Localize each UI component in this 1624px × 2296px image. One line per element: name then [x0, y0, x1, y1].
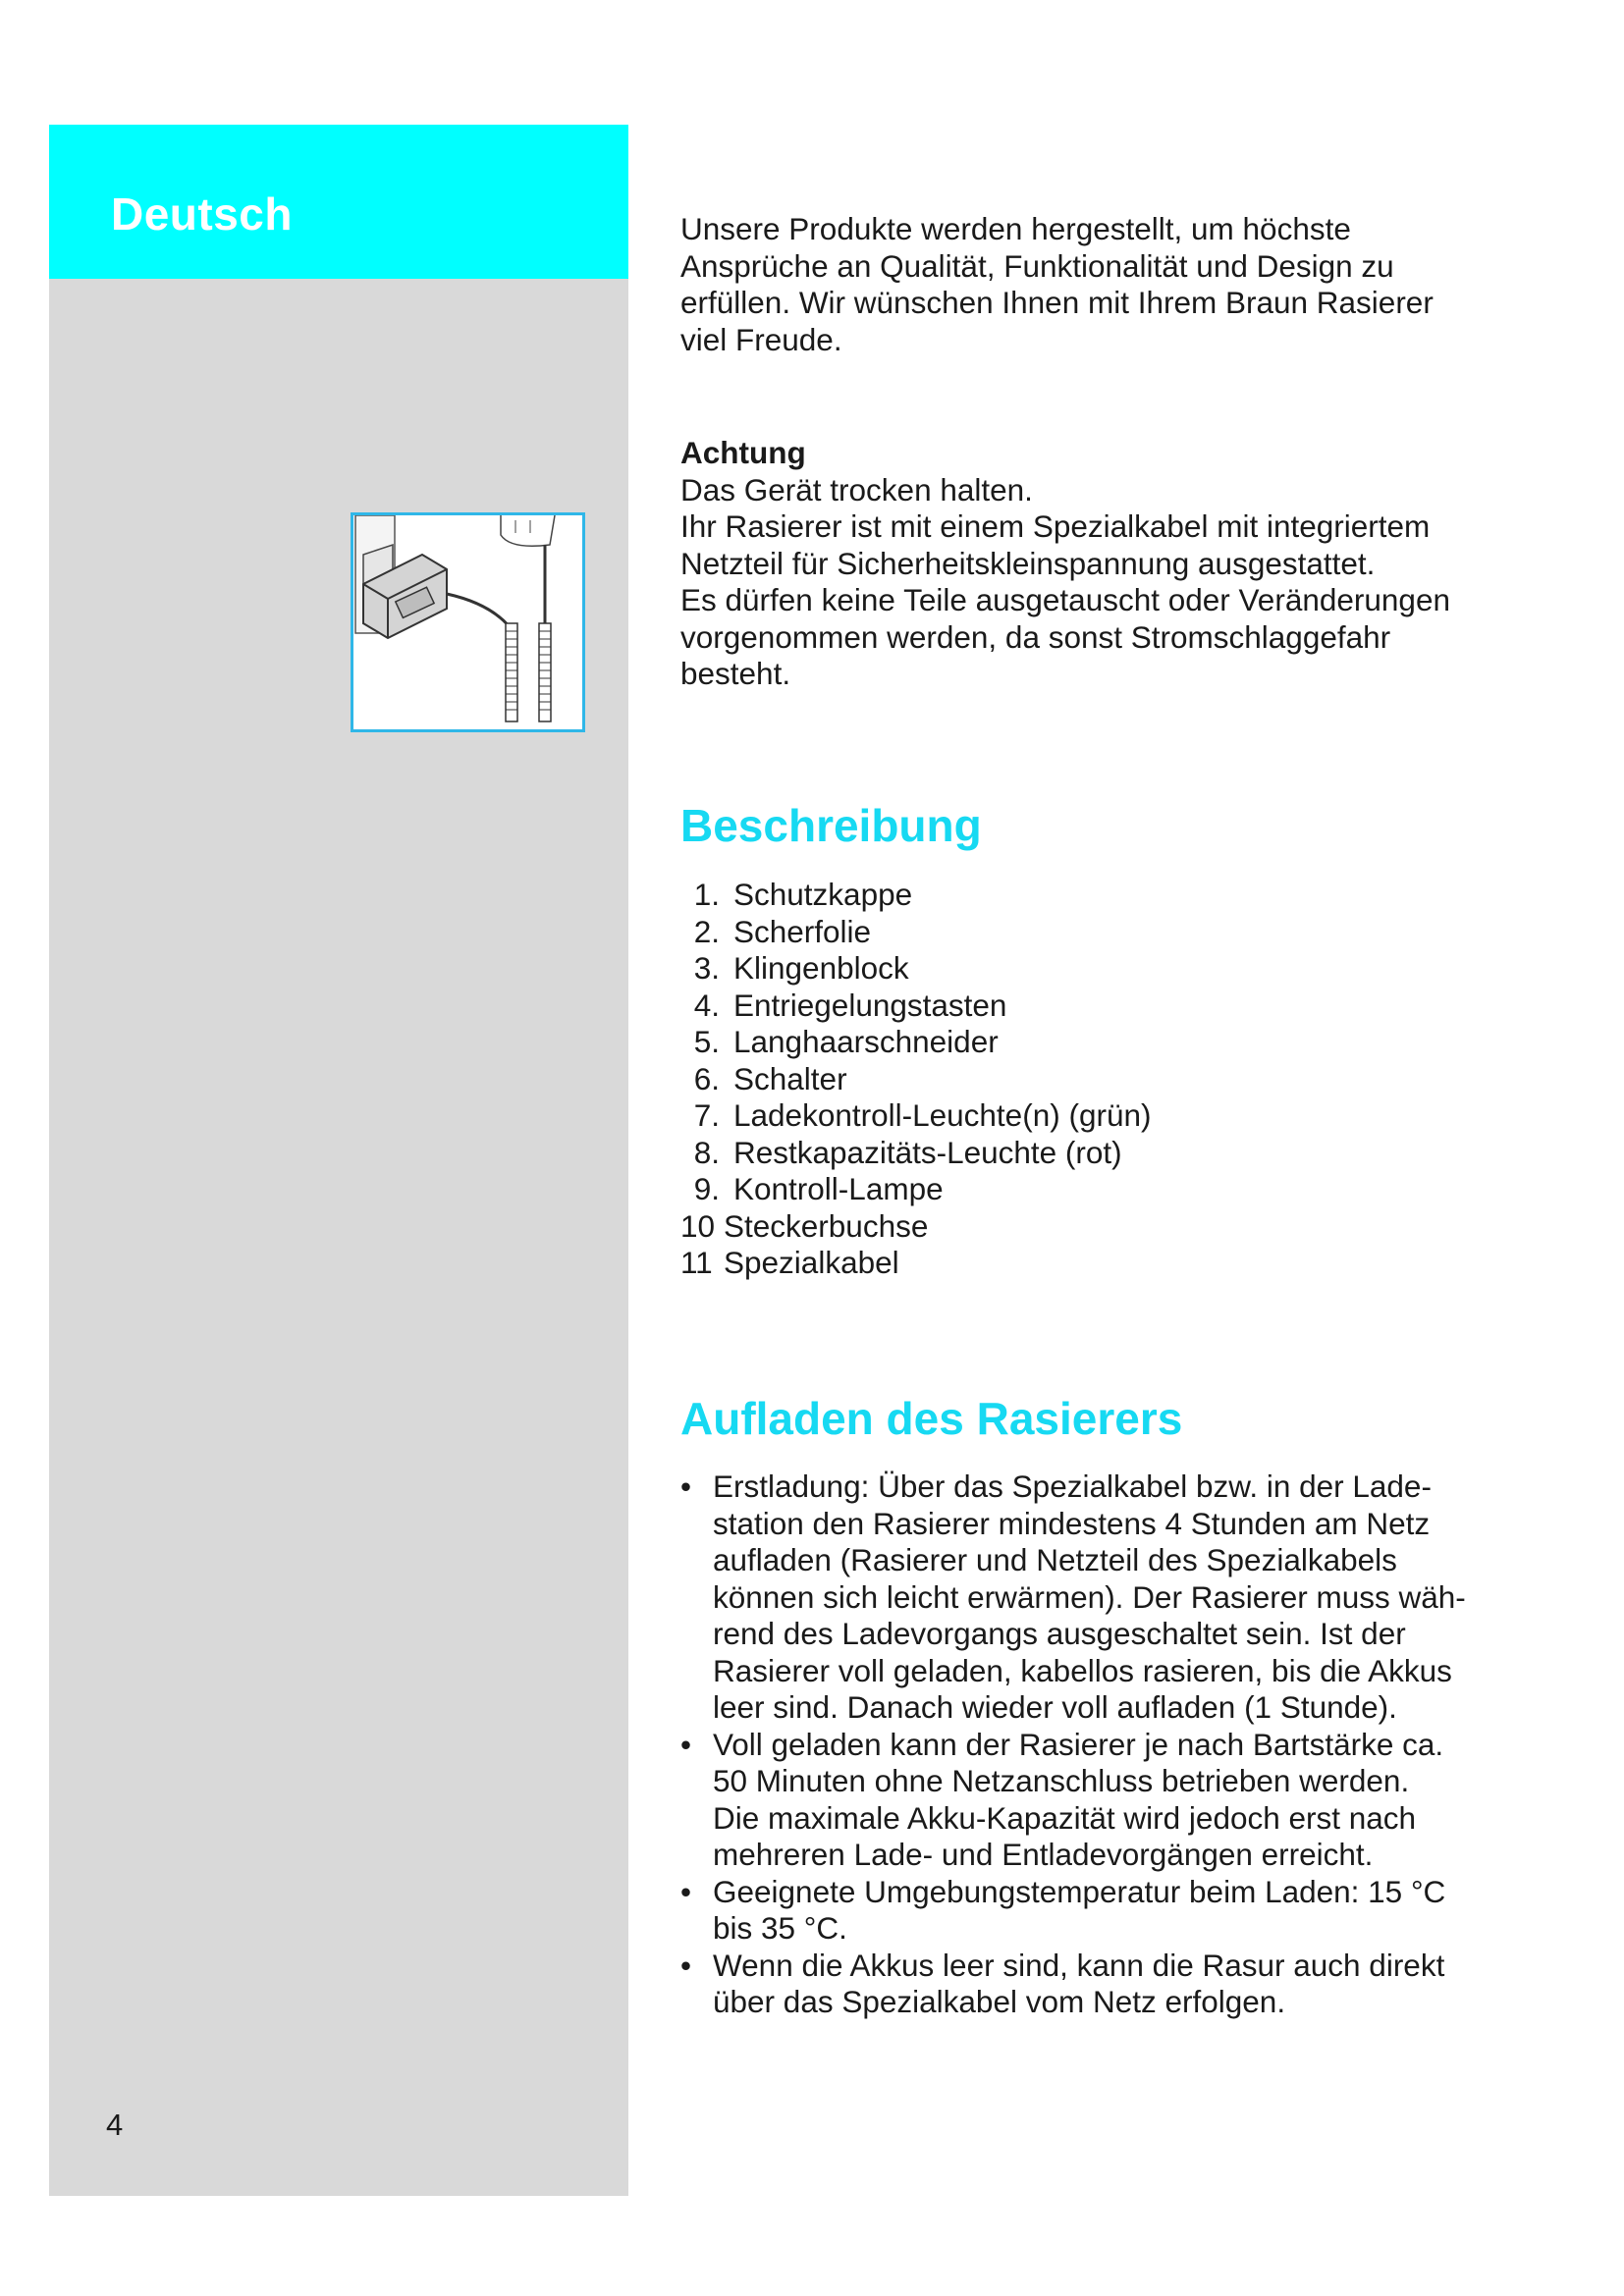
language-title: Deutsch	[111, 188, 293, 240]
text-line: Netzteil für Sicherheitskleinspannung ausgestattet.	[680, 545, 1376, 581]
text-line: 50 Minuten ohne Netzanschluss betrieben werden.	[713, 1763, 1410, 1798]
item-number: 7.	[693, 1097, 720, 1133]
item-label: Langhaarschneider	[733, 1024, 999, 1059]
item-label: Schutzkappe	[733, 877, 913, 912]
list-item	[680, 950, 1525, 988]
item-label: Spezialkabel	[724, 1245, 899, 1280]
item-number: 8.	[693, 1134, 720, 1170]
text-line: station den Rasierer mindestens 4 Stunden am Netz	[713, 1505, 1431, 1541]
text-line: Rasierer voll geladen, kabellos rasieren, bis die Akkus	[713, 1652, 1452, 1688]
text-line: Unsere Produkte werden hergestellt, um höchste	[680, 211, 1351, 246]
list-item	[680, 1097, 1525, 1135]
bullet-marker: •	[680, 1947, 692, 1983]
bullet-item	[680, 1874, 1525, 1948]
list-item	[680, 1171, 1525, 1208]
text-line: Wenn die Akkus leer sind, kann die Rasur auch direkt	[713, 1947, 1445, 1983]
list-item	[680, 988, 1525, 1025]
charging-title: Aufladen des Rasierers	[680, 1393, 1183, 1444]
text-line: aufladen (Rasierer und Netzteil des Spezialkabels	[713, 1542, 1397, 1577]
item-number: 5.	[693, 1024, 720, 1059]
intro-paragraph	[680, 211, 1525, 358]
item-label: Klingenblock	[733, 950, 909, 986]
text-line: Das Gerät trocken halten.	[680, 471, 1033, 507]
text-line: Erstladung: Über das Spezialkabel bzw. in der Lade-	[713, 1468, 1432, 1504]
item-number: 4.	[693, 987, 720, 1023]
list-item	[680, 1061, 1525, 1098]
list-item	[680, 914, 1525, 951]
item-label: Restkapazitäts-Leuchte (rot)	[733, 1134, 1122, 1170]
caution-heading: Achtung	[680, 435, 806, 470]
list-item	[680, 1245, 1525, 1282]
text-line: Die maximale Akku-Kapazität wird jedoch erst nach	[713, 1799, 1417, 1836]
page-number: 4	[106, 2108, 124, 2142]
bullet-marker: •	[680, 1726, 692, 1762]
item-number: 10	[680, 1207, 716, 1244]
text-line: Es dürfen keine Teile ausgetauscht oder Veränderungen	[680, 582, 1450, 617]
text-line: erfüllen. Wir wünschen Ihnen mit Ihrem Braun Rasierer	[680, 285, 1434, 320]
list-item	[680, 877, 1525, 914]
bullet-item	[680, 1727, 1525, 1874]
text-line: Geeignete Umgebungstemperatur beim Laden: 15 °C	[713, 1873, 1446, 1909]
charging-bullets	[680, 1468, 1525, 2021]
bullet-item	[680, 1468, 1525, 1727]
text-line: vorgenommen werden, da sonst Stromschlaggefahr	[680, 618, 1391, 655]
description-title: Beschreibung	[680, 800, 982, 851]
list-item	[680, 1208, 1525, 1246]
text-line: Voll geladen kann der Rasierer je nach Bartstärke ca.	[713, 1726, 1444, 1762]
list-item	[680, 1135, 1525, 1172]
item-label: Ladekontroll-Leuchte(n) (grün)	[733, 1097, 1152, 1133]
text-line: rend des Ladevorgangs ausgeschaltet sein. Ist der	[713, 1616, 1406, 1651]
text-line: leer sind. Danach wieder voll aufladen (1 Stunde).	[713, 1689, 1397, 1725]
item-number: 3.	[693, 950, 720, 986]
sidebar-panel	[49, 125, 628, 2196]
plug-cable-illustration	[351, 512, 585, 732]
item-label: Steckerbuchse	[724, 1207, 929, 1244]
text-line: bis 35 °C.	[713, 1910, 847, 1946]
list-item	[680, 1024, 1525, 1061]
text-line: können sich leicht erwärmen). Der Rasierer muss wäh-	[713, 1578, 1466, 1615]
bullet-item	[680, 1948, 1525, 2021]
text-line: Ihr Rasierer ist mit einem Spezialkabel mit integriertem	[680, 508, 1431, 544]
bullet-marker: •	[680, 1468, 692, 1504]
item-label: Schalter	[733, 1060, 847, 1096]
item-number: 11	[680, 1245, 713, 1280]
parts-list	[680, 877, 1525, 1282]
item-label: Kontroll-Lampe	[733, 1171, 944, 1206]
text-line: besteht.	[680, 656, 791, 691]
item-label: Scherfolie	[733, 913, 872, 949]
text-line: viel Freude.	[680, 321, 842, 357]
text-line: mehreren Lade- und Entladevorgängen erreicht.	[713, 1837, 1374, 1872]
text-line: Ansprüche an Qualität, Funktionalität und Design zu	[680, 247, 1394, 284]
bullet-marker: •	[680, 1873, 692, 1909]
text-line: über das Spezialkabel vom Netz erfolgen.	[713, 1984, 1286, 2019]
item-number: 1.	[693, 877, 720, 912]
item-number: 2.	[693, 913, 720, 949]
item-label: Entriegelungstasten	[733, 987, 1007, 1023]
caution-block	[680, 435, 1525, 693]
item-number: 9.	[693, 1171, 720, 1206]
item-number: 6.	[693, 1060, 720, 1096]
